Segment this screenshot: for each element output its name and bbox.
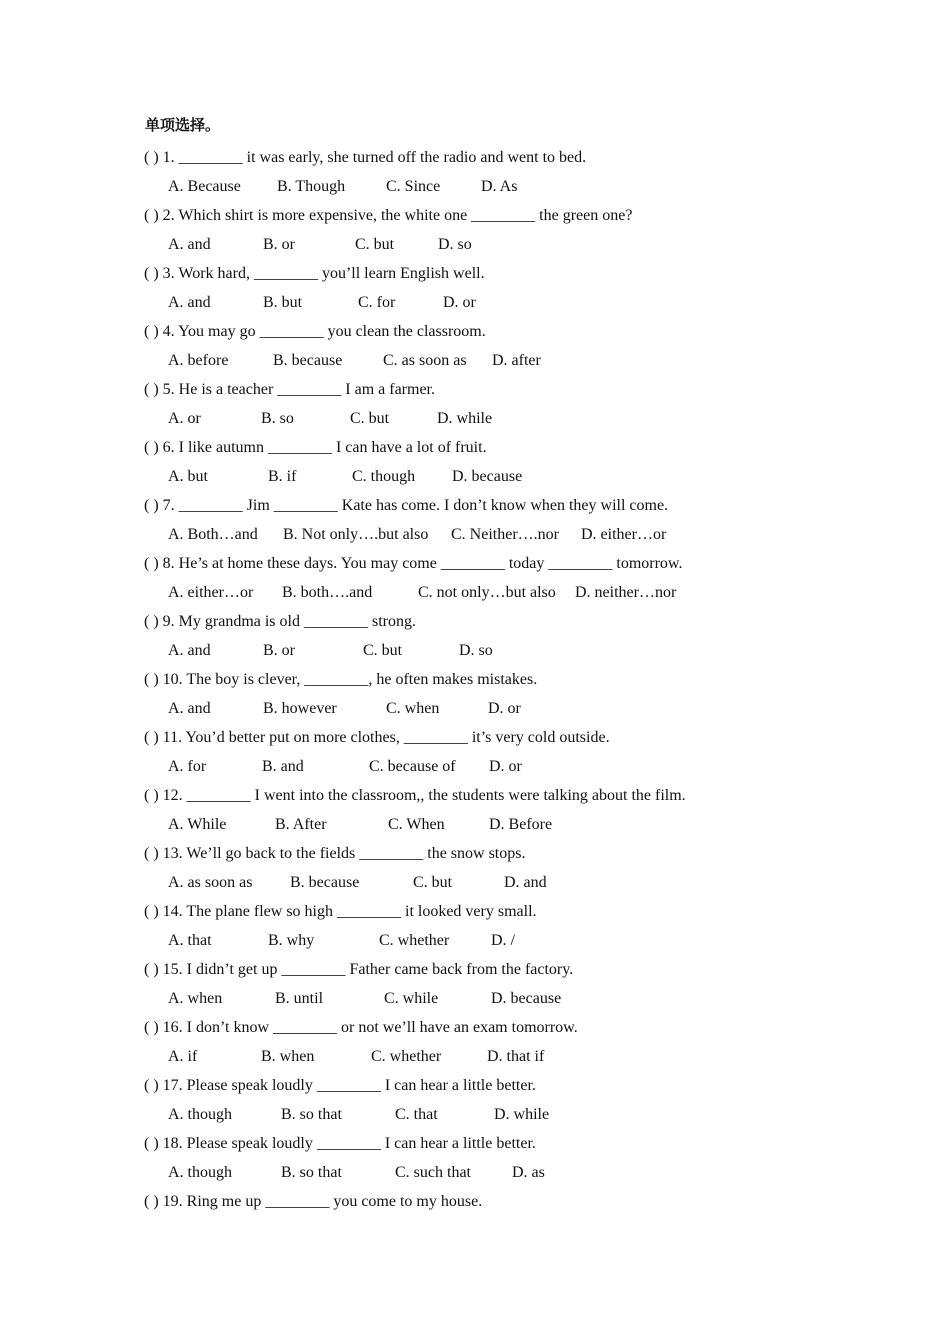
option-row	[144, 578, 864, 607]
option-row	[144, 1042, 864, 1071]
question-item	[144, 1071, 864, 1129]
answer-option: D. so	[459, 642, 493, 659]
answer-option: B. so that	[281, 1106, 342, 1123]
answer-option: D. while	[437, 410, 493, 427]
answer-option: D. because	[452, 468, 523, 485]
option-row	[144, 984, 864, 1013]
question-item	[144, 1013, 864, 1071]
question-item	[144, 723, 864, 781]
option-row	[144, 462, 864, 491]
answer-option: A. Because	[168, 178, 241, 195]
option-row	[144, 810, 864, 839]
question-item	[144, 143, 864, 201]
answer-option: B. and	[262, 758, 304, 775]
question-item	[144, 781, 864, 839]
option-row	[144, 694, 864, 723]
answer-option: B. so	[261, 410, 294, 427]
answer-option: A. either…or	[168, 584, 254, 601]
answer-option: D. so	[438, 236, 472, 253]
answer-option: A. when	[168, 990, 223, 1007]
question-item	[144, 607, 864, 665]
answer-option: D. /	[491, 932, 515, 949]
question-item	[144, 549, 864, 607]
question-stem: ( ) 4. You may go ________ you clean the classroom.	[144, 323, 486, 340]
option-row	[144, 752, 864, 781]
answer-option: D. or	[443, 294, 476, 311]
answer-option: D. after	[492, 352, 541, 369]
question-stem: ( ) 19. Ring me up ________ you come to my house.	[144, 1193, 483, 1210]
answer-option: C. that	[395, 1106, 438, 1123]
question-item	[144, 955, 864, 1013]
answer-option: C. because of	[369, 758, 456, 775]
question-stem: ( ) 14. The plane flew so high ________ it looked very small.	[144, 903, 537, 920]
answer-option: A. before	[168, 352, 229, 369]
answer-option: B. Not only….but also	[283, 526, 429, 543]
section-heading: 单项选择。	[145, 116, 221, 134]
question-stem: ( ) 17. Please speak loudly ________ I can hear a little better.	[144, 1077, 536, 1094]
answer-option: B. Though	[277, 178, 346, 195]
answer-option: B. however	[263, 700, 337, 717]
answer-option: A. Both…and	[168, 526, 258, 543]
answer-option: A. or	[168, 410, 201, 427]
answer-option: C. but	[355, 236, 395, 253]
answer-option: B. if	[268, 468, 297, 485]
answer-option: C. When	[388, 816, 445, 833]
question-stem: ( ) 2. Which shirt is more expensive, the white one ________ the green one?	[144, 207, 633, 224]
question-item	[144, 491, 864, 549]
answer-option: C. for	[358, 294, 396, 311]
answer-option: D. As	[481, 178, 518, 195]
answer-option: C. but	[413, 874, 453, 891]
answer-option: D. either…or	[581, 526, 667, 543]
answer-option: A. While	[168, 816, 227, 833]
answer-option: A. but	[168, 468, 208, 485]
question-item	[144, 665, 864, 723]
answer-option: C. but	[350, 410, 390, 427]
answer-option: C. not only…but also	[418, 584, 556, 601]
answer-option: C. when	[386, 700, 440, 717]
answer-option: D. that if	[487, 1048, 545, 1065]
option-row	[144, 404, 864, 433]
answer-option: B. both….and	[282, 584, 373, 601]
answer-option: A. if	[168, 1048, 198, 1065]
answer-option: D. as	[512, 1164, 545, 1181]
answer-option: B. After	[275, 816, 327, 833]
option-row	[144, 520, 864, 549]
answer-option: C. while	[384, 990, 439, 1007]
answer-option: D. Before	[489, 816, 553, 833]
option-row	[144, 1158, 864, 1187]
answer-option: C. though	[352, 468, 416, 485]
question-stem: ( ) 15. I didn’t get up ________ Father came back from the factory.	[144, 961, 574, 978]
answer-option: A. though	[168, 1106, 232, 1123]
answer-option: B. because	[273, 352, 343, 369]
question-stem: ( ) 13. We’ll go back to the fields ________ the snow stops.	[144, 845, 526, 862]
question-stem: ( ) 8. He’s at home these days. You may come ________ today ________ tomorrow.	[144, 555, 683, 572]
question-item	[144, 433, 864, 491]
option-row	[144, 868, 864, 897]
question-item	[144, 317, 864, 375]
answer-option: D. or	[489, 758, 522, 775]
question-stem: ( ) 1. ________ it was early, she turned off the radio and went to bed.	[144, 149, 587, 166]
answer-option: A. though	[168, 1164, 232, 1181]
answer-option: B. but	[263, 294, 303, 311]
question-stem: ( ) 9. My grandma is old ________ strong.	[144, 613, 416, 630]
question-stem: ( ) 11. You’d better put on more clothes, ________ it’s very cold outside.	[144, 729, 610, 746]
question-item	[144, 375, 864, 433]
question-stem: ( ) 10. The boy is clever, ________, he often makes mistakes.	[144, 671, 538, 688]
answer-option: C. whether	[371, 1048, 442, 1065]
answer-option: D. or	[488, 700, 521, 717]
answer-option: D. because	[491, 990, 562, 1007]
question-stem: ( ) 12. ________ I went into the classroom,, the students were talking about the film.	[144, 787, 686, 804]
question-item	[144, 259, 864, 317]
option-row	[144, 230, 864, 259]
answer-option: A. for	[168, 758, 207, 775]
answer-option: B. why	[268, 932, 315, 949]
answer-option: A. that	[168, 932, 212, 949]
option-row	[144, 1100, 864, 1129]
question-item	[144, 201, 864, 259]
question-stem: ( ) 3. Work hard, ________ you’ll learn English well.	[144, 265, 485, 282]
answer-option: A. and	[168, 236, 211, 253]
answer-option: D. while	[494, 1106, 550, 1123]
answer-option: D. neither…nor	[575, 584, 677, 601]
answer-option: A. as soon as	[168, 874, 253, 891]
answer-option: C. but	[363, 642, 403, 659]
answer-option: B. or	[263, 642, 295, 659]
answer-option: C. Since	[386, 178, 441, 195]
option-row	[144, 636, 864, 665]
answer-option: D. and	[504, 874, 547, 891]
answer-option: B. when	[261, 1048, 315, 1065]
question-item	[144, 1129, 864, 1187]
answer-option: B. so that	[281, 1164, 342, 1181]
answer-option: B. until	[275, 990, 324, 1007]
answer-option: B. because	[290, 874, 360, 891]
option-row	[144, 288, 864, 317]
option-row	[144, 172, 864, 201]
answer-option: A. and	[168, 294, 211, 311]
answer-option: C. as soon as	[383, 352, 467, 369]
question-stem: ( ) 16. I don’t know ________ or not we’ll have an exam tomorrow.	[144, 1019, 578, 1036]
answer-option: A. and	[168, 642, 211, 659]
question-item	[144, 1187, 864, 1245]
answer-option: A. and	[168, 700, 211, 717]
option-row	[144, 926, 864, 955]
question-stem: ( ) 7. ________ Jim ________ Kate has come. I don’t know when they will come.	[144, 497, 669, 514]
answer-option: C. such that	[395, 1164, 471, 1181]
answer-option: B. or	[263, 236, 295, 253]
question-item	[144, 839, 864, 897]
question-stem: ( ) 6. I like autumn ________ I can have a lot of fruit.	[144, 439, 487, 456]
question-item	[144, 897, 864, 955]
question-list	[144, 143, 864, 1245]
answer-option: C. whether	[379, 932, 450, 949]
question-stem: ( ) 5. He is a teacher ________ I am a farmer.	[144, 381, 435, 398]
answer-option: C. Neither….nor	[451, 526, 559, 543]
option-row	[144, 346, 864, 375]
question-stem: ( ) 18. Please speak loudly ________ I can hear a little better.	[144, 1135, 536, 1152]
